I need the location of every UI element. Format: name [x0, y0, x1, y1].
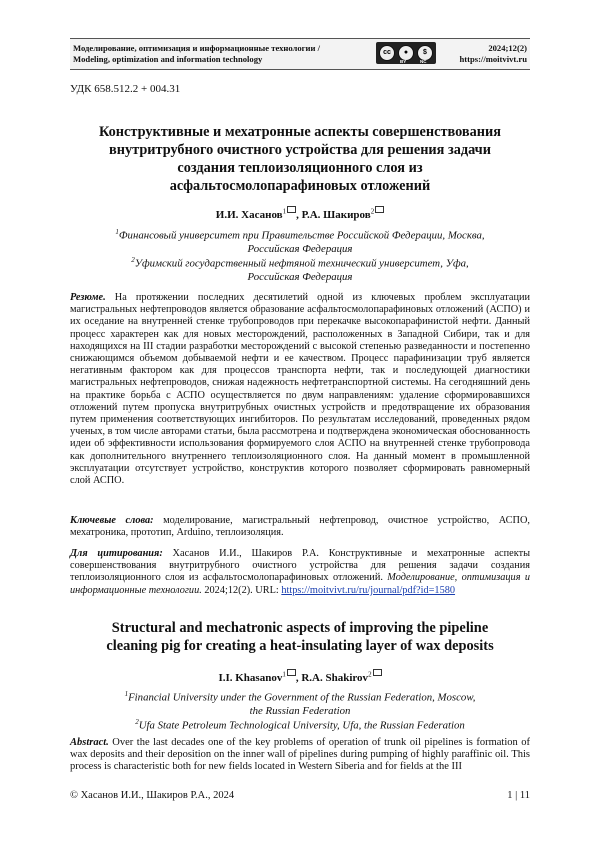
- affiliation-1-ru: [70, 226, 530, 256]
- keywords-label: Ключевые слова:: [70, 515, 154, 526]
- author-affil-mark: 2: [368, 670, 372, 679]
- affil-mark: 2: [131, 256, 135, 264]
- keywords-text: моделирование, магистральный нефтепровод, очистное устройство, АСПО, мехатроника, прототип, Arduino, теплоизоляция.: [70, 515, 530, 539]
- journal-header: [70, 38, 530, 70]
- abstract-text: На протяжении последних десятилетий одной из ключевых проблем эксплуатации магистральных нефтепроводов является образование асфальтосмолопарафиновых отложений (АСПО) и их оседание на внутренней стенке трубопроводов при перекачке высокопарафинистой нефти. Данный процесс характерен как для новых месторождений, расположенных в Западной Сибири, так и для находящихся на III стадии разработки месторождений с высокой степенью разведанности и постепенно снижающимся объемом добываемой нефти и ее качеством. Процесс парафинизации труб является негативным фактором как для процессов транспорта нефти, так и последующей диагностики магистральных нефтепроводов, снижая надежность нефтетранспортной системы. На сегодняшний день на практике борьба с АСПО осуществляется по двум направлениям: удаление сформировавшихся отложений путем пропуска внутритрубных очистных устройств и предотвращение их образования путем применения соответствующих ингибиторов. По результатам исследований, проведенных рядом ученых, в том числе авторами статьи, была рассмотрена и подтверждена экономическая обоснованность идеи об эффективности использования формируемого слоя АСПО на внутренней стенке трубопровода как дополнительного внутреннего теплоизоляционного слоя. На данный момент в промышленной эксплуатации отсутствует устройство, конструктив которого позволяет сформировать равномерный слой АСПО.: [70, 292, 530, 487]
- title-line: внутритрубного очистного устройства для решения задачи: [109, 142, 491, 158]
- authors-en: [70, 669, 530, 684]
- affil-text: Уфимский государственный нефтяной технический университет, Уфа,: [134, 257, 469, 270]
- author-separator: ,: [295, 672, 302, 684]
- issue-number: 2024;12(2): [488, 43, 527, 53]
- cc-license-badge: [376, 42, 436, 64]
- title-line: Structural and mechatronic aspects of improving the pipeline: [111, 620, 489, 636]
- envelope-icon[interactable]: [287, 669, 296, 676]
- journal-url[interactable]: https://moitvivt.ru: [459, 54, 527, 64]
- affiliation-2-ru: [70, 254, 530, 284]
- envelope-icon[interactable]: [287, 206, 296, 213]
- author-name: Р.А. Шакиров: [301, 209, 371, 221]
- affil-text: Ufa State Petroleum Technological University, Ufa, the Russian Federation: [138, 719, 465, 732]
- issue-info: [459, 43, 527, 65]
- by-label: BY: [400, 59, 407, 64]
- author-name: И.И. Хасанов: [215, 209, 283, 221]
- journal-name: [73, 43, 373, 65]
- author-affil-mark: 2: [370, 207, 375, 216]
- author-name: I.I. Khasanov: [218, 672, 283, 684]
- affil-mark: 1: [115, 228, 119, 236]
- author-separator: ,: [296, 209, 302, 221]
- page-number: 1 | 11: [507, 790, 530, 801]
- authors-ru: [70, 206, 530, 221]
- by-person-icon: ●: [398, 45, 414, 61]
- author-name: R.A. Shakirov: [301, 672, 369, 684]
- journal-name-ru: Моделирование, оптимизация и информационные технологии /: [73, 43, 320, 53]
- envelope-icon[interactable]: [373, 669, 382, 676]
- citation-text: Хасанов И.И., Шакиров Р.А. Конструктивные и мехатронные аспекты совершенствования внутритрубного очистного устройства для решения задачи создания теплоизоляционного слоя из асфальтосмолопарафиновых отложений.: [70, 548, 530, 584]
- abstract-text: Over the last decades one of the key problems of operation of trunk oil pipelines is formation of wax deposits and their deposition on the inner wall of pipelines during pumping of highly paraffinic oil. This process is characteristic both for new fields located in Western Siberia and for fields at the III: [70, 737, 530, 773]
- citation-journal: Моделирование, оптимизация и информационные технологии.: [70, 572, 531, 596]
- title-line: Конструктивные и мехатронные аспекты совершенствования: [99, 124, 501, 140]
- citation-ru: [70, 548, 530, 597]
- nc-label: NC: [420, 59, 427, 64]
- udk-code: УДК 658.512.2 + 004.31: [70, 83, 181, 95]
- article-title-en: [70, 619, 530, 655]
- affil-text: Financial University under the Government of the Russian Federation, Moscow,: [128, 691, 476, 704]
- title-line: cleaning pig for creating a heat-insulating layer of wax deposits: [106, 638, 494, 654]
- abstract-label: Резюме.: [70, 292, 106, 303]
- article-title-ru: [70, 123, 530, 195]
- copyright: © Хасанов И.И., Шакиров Р.А., 2024: [70, 790, 235, 801]
- abstract-en: [70, 737, 530, 774]
- affiliation-1-en: [70, 688, 530, 718]
- title-line: создания теплоизоляционного слоя из: [177, 160, 423, 176]
- envelope-icon[interactable]: [375, 206, 384, 213]
- journal-name-en: Modeling, optimization and information technology: [73, 54, 263, 64]
- affil-mark: 1: [124, 690, 129, 698]
- citation-tail: 2024;12(2). URL:: [201, 584, 282, 596]
- author-affil-mark: 1: [282, 207, 287, 216]
- affil-text: Российская Федерация: [247, 242, 353, 255]
- affiliation-2-en: [70, 716, 530, 733]
- citation-link[interactable]: https://moitvivt.ru/ru/journal/pdf?id=1580: [281, 584, 456, 596]
- affil-mark: 2: [135, 718, 139, 726]
- abstract-label: Abstract.: [70, 737, 109, 748]
- affil-text: Финансовый университет при Правительстве Российской Федерации, Москва,: [118, 229, 485, 242]
- citation-label: Для цитирования:: [70, 548, 163, 559]
- cc-icon: cc: [379, 45, 395, 61]
- abstract-ru: [70, 292, 530, 487]
- author-affil-mark: 1: [282, 670, 286, 679]
- keywords-ru: [70, 515, 530, 539]
- affil-text: Российская Федерация: [247, 270, 353, 283]
- title-line: асфальтосмолопарафиновых отложений: [169, 178, 431, 194]
- affil-text: the Russian Federation: [249, 704, 351, 717]
- nc-dollar-icon: $: [417, 45, 433, 61]
